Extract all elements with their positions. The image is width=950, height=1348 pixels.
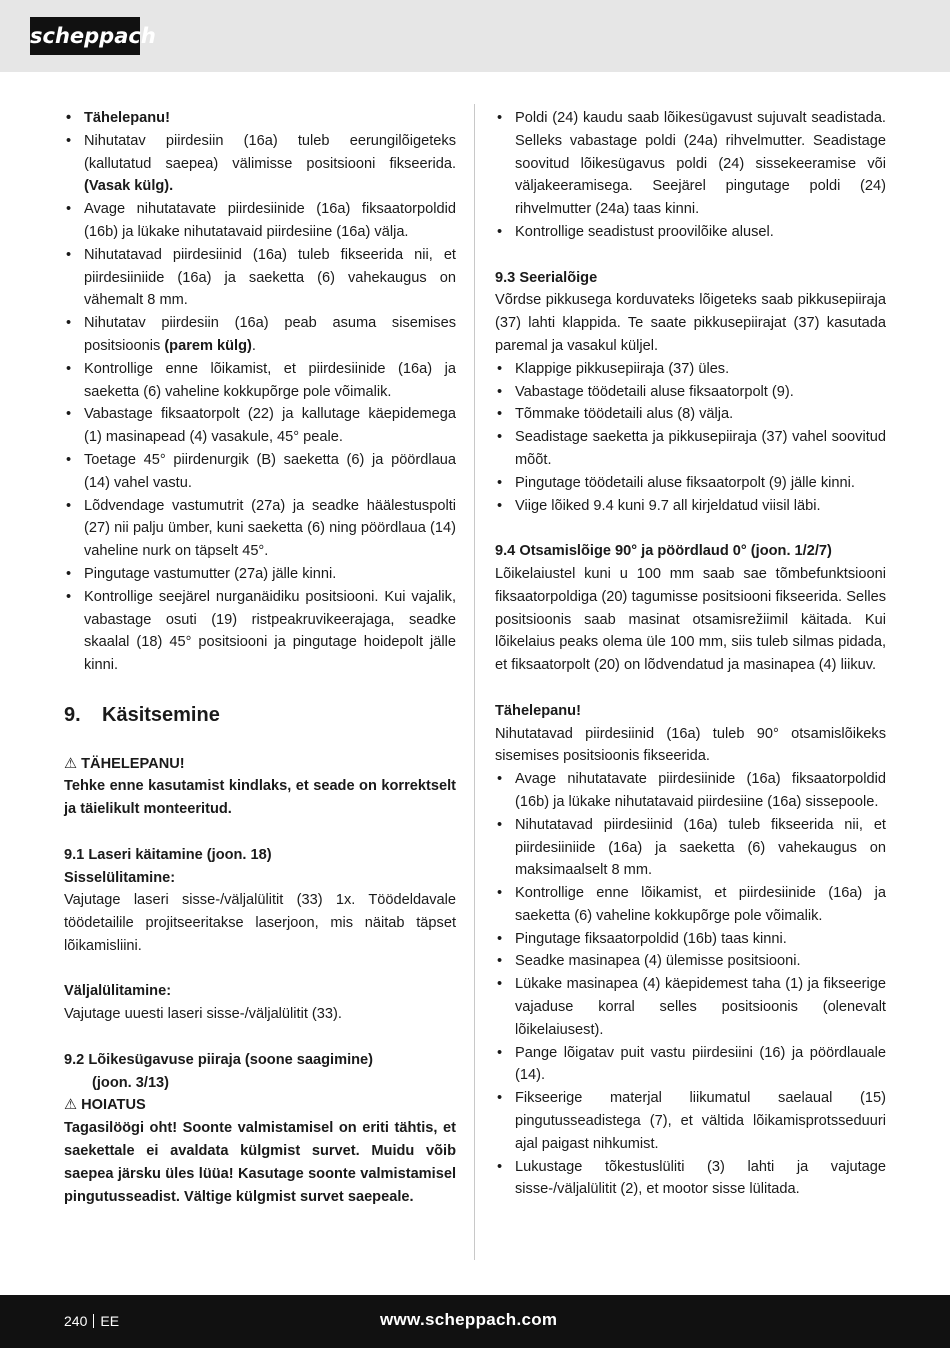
list-item: • Klappige pikkusepiiraja (37) üles.	[495, 358, 886, 381]
list-item: • Avage nihutatavate piirdesiinide (16a) fiksaatorpoldid (16b) ja lükake nihutatavaid piirdesiine (16a) välja.	[64, 198, 456, 244]
subheading: Väljalülitamine:	[64, 983, 172, 1000]
paragraph: Nihutatavad piirdesiinid (16a) tuleb 90° otsamislõikeks sisemises positsioonis fikseerida.	[495, 725, 886, 765]
list-item: • Vabastage fiksaatorpolt (22) ja kallutage käepidemega (1) masinapead (4) vasakule, 45° peale.	[64, 403, 456, 449]
subheading: Sisselülitamine:	[64, 869, 176, 886]
list-item: • Lukustage tõkestuslüliti (3) lahti ja vajutage sisse-/väljalülitit (2), et mootor sisse lülitada.	[495, 1156, 886, 1202]
page-number	[64, 1311, 119, 1331]
list-item: • Vabastage töödetaili aluse fiksaatorpolt (9).	[495, 381, 886, 404]
warning-title: ⚠ HOIATUS	[64, 1097, 146, 1114]
list-item: • Tõmmake töödetaili alus (8) välja.	[495, 403, 886, 426]
list-item: • Kontrollige enne lõikamist, et piirdesiinide (16a) ja saeketta (6) vaheline kokkupõrge pole võimalik.	[495, 882, 886, 928]
list-item: • Nihutatavad piirdesiinid (16a) tuleb fikseerida nii, et piirdesiiniide (16a) ja saeketta (6) vahekaugus on maksimaalselt 8 mm.	[495, 814, 886, 882]
list-item: • Seadistage saeketta ja pikkusepiiraja (37) vahel soovitud mõõt.	[495, 426, 886, 472]
warning-text: Tehke enne kasutamist kindlaks, et seade on korrektselt ja täielikult monteeritud.	[64, 778, 456, 818]
paragraph: Lõikelaiustel kuni u 100 mm saab sae tõmbefunktsiooni fiksaatorpoldiga (20) tagumisse positsiooni fikseerida. Selles positsioonis saab masinat otsamisrežiimil käitada. Kui lõikelaius peaks olema üle 100 mm, siis tuleb silmas pidada, et fiksaatorpolt (20) on lõdvendatud ja masinapea (4) liikuv.	[495, 565, 886, 674]
bullet-list	[495, 358, 886, 518]
warning-text: Tagasilöögi oht! Soonte valmistamisel on eriti tähtis, et saekettale ei avaldata külgmist survet. Muidu võib saepea järsku üles lüüa! Kasutage soonte valmistamisel pingutusseadist. Vältige külgmist survet saepeale.	[64, 1120, 456, 1205]
paragraph: Võrdse pikkusega korduvateks lõigeteks saab pikkusepiiraja (37) lahti klappida. Te saate pikkusepiirajat (37) kasutada paremal ja vasakul küljel.	[495, 292, 886, 354]
list-item: • Nihutatav piirdesiin (16a) tuleb eerungilõigeteks (kallutatud saepea) välimisse positsiooni fikseerida. (Vasak külg).	[64, 130, 456, 198]
bullet-list	[495, 107, 886, 244]
list-item: • Kontrollige enne lõikamist, et piirdesiinide (16a) ja saeketta (6) vaheline kokkupõrge pole võimalik.	[64, 358, 456, 404]
bullet-list	[495, 768, 886, 1201]
list-item: • Pingutage fiksaatorpoldid (16b) taas kinni.	[495, 928, 886, 951]
attention-title: Tähelepanu!	[495, 702, 581, 719]
left-column	[64, 107, 456, 1208]
bullet-list	[64, 107, 456, 677]
list-item: • Poldi (24) kaudu saab lõikesügavust sujuvalt seadistada. Selleks vabastage poldi (24a) rihvelmutter. Seadistage soovitud lõikesügavus poldi (24) sissekeeramise või väljakeeramisega. Seejärel pingutage poldi (24) rihvelmutter (24a) taas kinni.	[495, 107, 886, 221]
column-divider	[474, 104, 475, 1260]
list-item: • Kontrollige seejärel nurganäidiku positsiooni. Kui vajalik, vabastage osuti (19) ristpeakruvikeerajaga, seadke skaalal (18) 45° positsiooni ja pingutage hoidepolt jälle kinni.	[64, 586, 456, 677]
list-item: • Avage nihutatavate piirdesiinide (16a) fiksaatorpoldid (16b) ja lükake nihutatavaid piirdesiine (16a) sissepoole.	[495, 768, 886, 814]
list-item: • Pange lõigatav puit vastu piirdesiini (16) ja pöördlauale (14).	[495, 1042, 886, 1088]
list-item: • Kontrollige seadistust proovilõike alusel.	[495, 221, 886, 244]
list-item: • Viige lõiked 9.4 kuni 9.7 all kirjeldatud viisil läbi.	[495, 495, 886, 518]
right-column	[495, 107, 886, 1201]
website-url: www.scheppach.com	[380, 1310, 558, 1329]
subsection-title: 9.1 Laseri käitamine (joon. 18)	[64, 846, 272, 863]
list-item: • Tähelepanu!	[64, 107, 456, 130]
section-number: 9.	[64, 703, 81, 726]
page-number-value: 240	[64, 1313, 88, 1329]
page-footer	[0, 1295, 950, 1348]
section-title: Käsitsemine	[102, 703, 220, 726]
page-header	[0, 0, 950, 72]
list-item: • Toetage 45° piirdenurgik (B) saeketta (6) ja pöördlaua (14) vahel vastu.	[64, 449, 456, 495]
language-code: EE	[100, 1313, 120, 1329]
list-item: • Seadke masinapea (4) ülemisse positsiooni.	[495, 950, 886, 973]
subsection-title: 9.2 Lõikesügavuse piiraja (soone saagimine)	[64, 1051, 374, 1068]
subsection-title-cont: (joon. 3/13)	[92, 1074, 170, 1091]
subsection-title: 9.4 Otsamislõige 90° ja pöördlaud 0° (joon. 1/2/7)	[495, 543, 832, 560]
subsection-title: 9.3 Seerialõige	[495, 269, 598, 286]
section-heading	[64, 700, 456, 730]
list-item: • Pingutage töödetaili aluse fiksaatorpolt (9) jälle kinni.	[495, 472, 886, 495]
list-item: • Pingutage vastumutter (27a) jälle kinni.	[64, 563, 456, 586]
warning-title: ⚠ TÄHELEPANU!	[64, 755, 185, 772]
paragraph: Vajutage laseri sisse-/väljalülitit (33) 1x. Töödeldavale töödetailile projitseeritakse laserjoon, mis näitab täpset lõikamisliini.	[64, 892, 456, 954]
list-item: • Lõdvendage vastumutrit (27a) ja seadke häälestuspolti (27) nii palju ümber, kuni saeketta (6) ning pöördlaua (14) vaheline nurk on täpselt 45°.	[64, 495, 456, 563]
list-item: • Lükake masinapea (4) käepidemest taha (1) ja fikseerige vajaduse korral selles positsioonis (olenevalt lõikelaiusest).	[495, 973, 886, 1041]
list-item: • Fikseerige materjal liikumatul saelaual (15) pingutusseadistega (7), et vältida lõikamisprotsseduuri ajal paigast nihkumist.	[495, 1087, 886, 1155]
list-item: • Nihutatav piirdesiin (16a) peab asuma sisemises positsioonis (parem külg).	[64, 312, 456, 358]
list-item: • Nihutatavad piirdesiinid (16a) tuleb fikseerida nii, et piirdesiiniide (16a) ja saeketta (6) vahekaugus on vähemalt 8 mm.	[64, 244, 456, 312]
paragraph: Vajutage uuesti laseri sisse-/väljalülitit (33).	[64, 1006, 342, 1023]
brand-logo: scheppach	[30, 17, 140, 55]
